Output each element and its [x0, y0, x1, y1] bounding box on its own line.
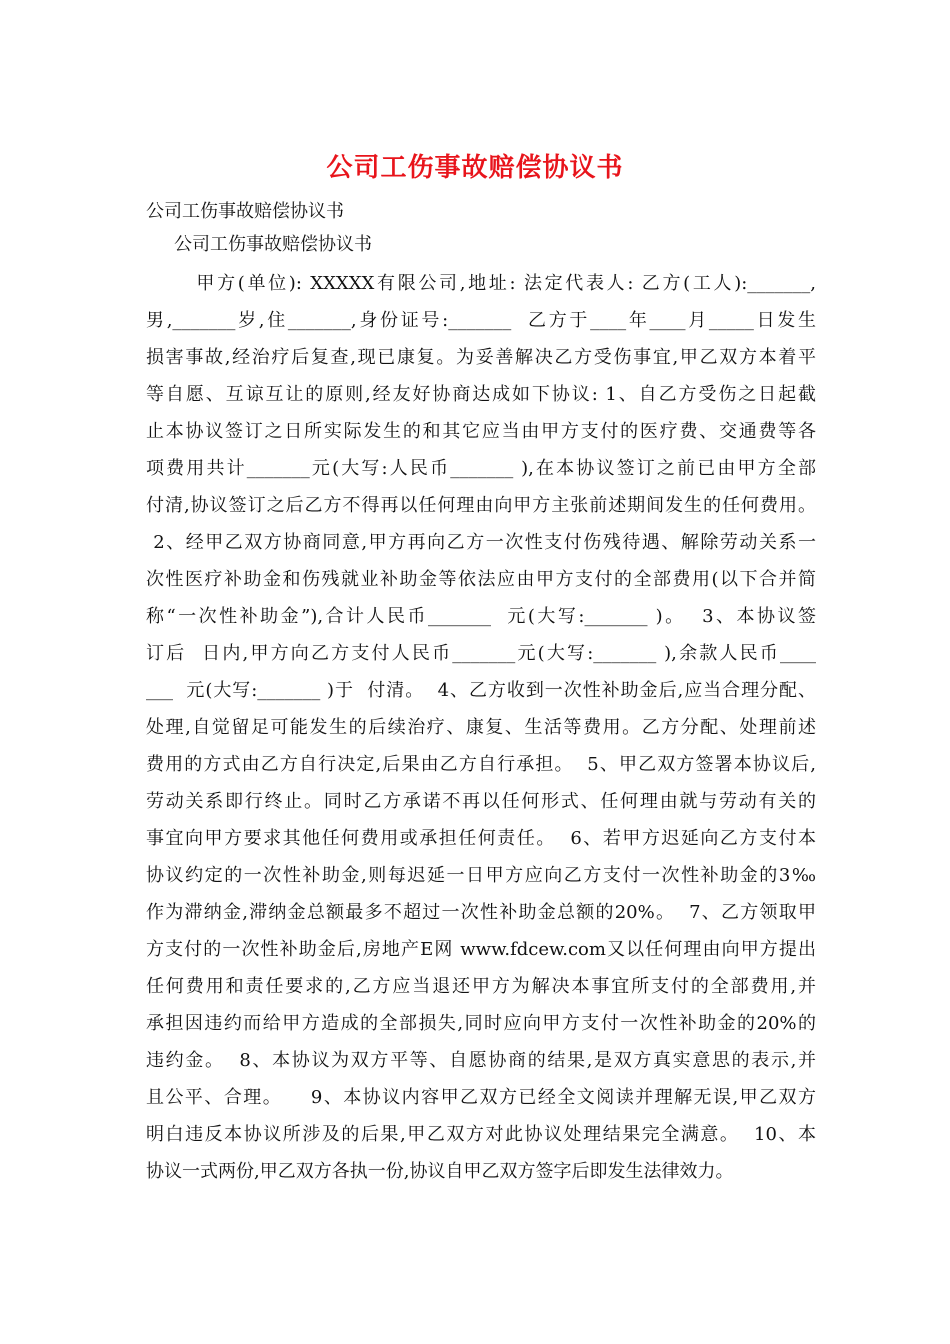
paragraph-line: 等自愿、互谅互让的原则,经友好协商达成如下协议: 1、自乙方受伤之日起截 [146, 384, 816, 405]
agreement-body [146, 265, 816, 1190]
paragraph-line: 称“一次性补助金”),合计人民币_______ 元(大写:_______ )。 3、本协议签 [146, 606, 816, 627]
document-heading: 公司工伤事故赔偿协议书 [174, 234, 372, 255]
paragraph-line: 订后 日内,甲方向乙方支付人民币_______元(大写:_______ ),余款人民币____ [146, 643, 816, 664]
paragraph-line: 且公平、合理。 9、本协议内容甲乙双方已经全文阅读并理解无误,甲乙双方 [146, 1087, 816, 1108]
paragraph-line: 付清,协议签订之后乙方不得再以任何理由向甲方主张前述期间发生的任何费用。 [146, 495, 816, 516]
paragraph-line: 次性医疗补助金和伤残就业补助金等依法应由甲方支付的全部费用(以下合并简 [146, 569, 816, 590]
page-title: 公司工伤事故赔偿协议书 [326, 153, 624, 183]
paragraph-line: 协议一式两份,甲乙双方各执一份,协议自甲乙双方签字后即发生法律效力。 [146, 1161, 734, 1182]
paragraph-line: 违约金。 8、本协议为双方平等、自愿协商的结果,是双方真实意思的表示,并 [146, 1050, 816, 1071]
paragraph-line: 男,_______岁,住_______,身份证号:_______ 乙方于____年____月_____日发生 [146, 310, 816, 331]
paragraph-line: 承担因违约而给甲方造成的全部损失,同时应向甲方支付一次性补助金的20%的 [146, 1013, 816, 1034]
paragraph-line: ___ 元(大写:_______ )于 付清。 4、乙方收到一次性补助金后,应当合理分配、 [146, 680, 816, 701]
paragraph-line: 劳动关系即行终止。同时乙方承诺不再以任何形式、任何理由就与劳动有关的 [146, 791, 816, 812]
document-subtitle: 公司工伤事故赔偿协议书 [146, 201, 344, 222]
paragraph-line: 2、经甲乙双方协商同意,甲方再向乙方一次性支付伤残待遇、解除劳动关系一 [146, 532, 816, 553]
paragraph-line: 甲方(单位): XXXXX有限公司,地址: 法定代表人: 乙方(工人):_______, [146, 273, 816, 294]
paragraph-line: 费用的方式由乙方自行决定,后果由乙方自行承担。 5、甲乙双方签署本协议后, [146, 754, 816, 775]
paragraph-line: 事宜向甲方要求其他任何费用或承担任何责任。 6、若甲方迟延向乙方支付本 [146, 828, 816, 849]
paragraph-line: 任何费用和责任要求的,乙方应当退还甲方为解决本事宜所支付的全部费用,并 [146, 976, 816, 997]
paragraph-line: 损害事故,经治疗后复查,现已康复。为妥善解决乙方受伤事宜,甲乙双方本着平 [146, 347, 816, 368]
paragraph-line: 止本协议签订之日所实际发生的和其它应当由甲方支付的医疗费、交通费等各 [146, 421, 816, 442]
paragraph-line: 协议约定的一次性补助金,则每迟延一日甲方应向乙方支付一次性补助金的3‰ [146, 865, 816, 886]
paragraph-line: 项费用共计_______元(大写:人民币_______ ),在本协议签订之前已由甲方全部 [146, 458, 816, 479]
paragraph-line: 明白违反本协议所涉及的后果,甲乙双方对此协议处理结果完全满意。 10、本 [146, 1124, 816, 1145]
paragraph-line: 方支付的一次性补助金后,房地产E网 www.fdcew.com又以任何理由向甲方提出 [146, 939, 816, 960]
paragraph-line: 处理,自觉留足可能发生的后续治疗、康复、生活等费用。乙方分配、处理前述 [146, 717, 816, 738]
paragraph-line: 作为滞纳金,滞纳金总额最多不超过一次性补助金总额的20%。 7、乙方领取甲 [146, 902, 816, 923]
